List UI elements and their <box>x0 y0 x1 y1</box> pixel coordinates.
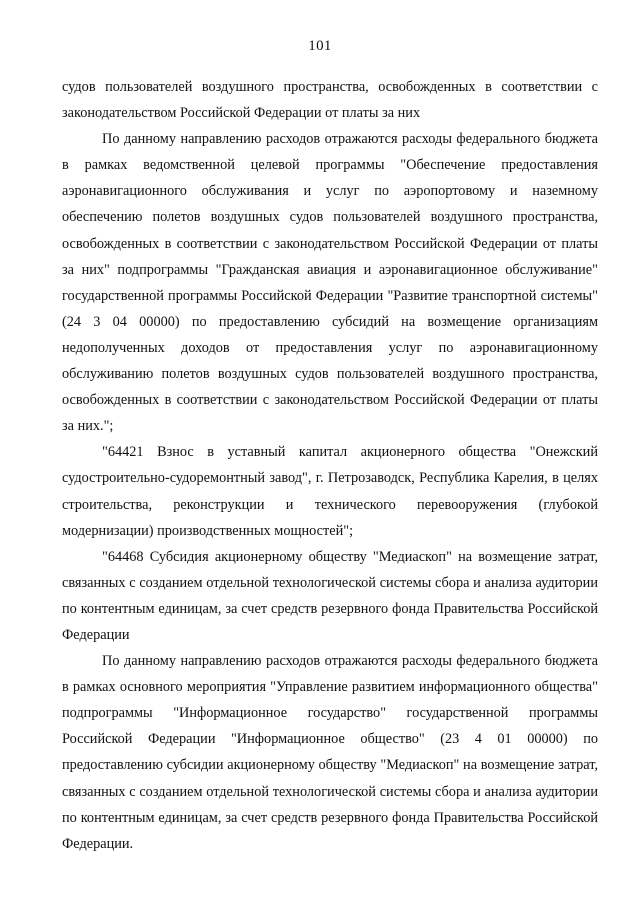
paragraph: По данному направлению расходов отражаются расходы федерального бюджета в рамках основного мероприятия "Управление развитием информационного общества" подпрограммы "Информационное государство" государственной программы Российской Федерации "Информационное общество" (23 4 01 00000) по предоставлению субсидии акционерному обществу "Медиаскоп" на возмещение затрат, связанных с созданием отдельной технологической системы сбора и анализа аудитории по контентным единицам, за счет средств резервного фонда Правительства Российской Федерации. <box>62 653 598 852</box>
page-number: 101 <box>308 38 332 54</box>
document-body <box>62 74 598 857</box>
paragraph: "64468 Субсидия акционерному обществу "Медиаскоп" на возмещение затрат, связанных с созданием отдельной технологической системы сбора и анализа аудитории по контентным единицам, за счет средств резервного фонда Правительства Российской Федерации <box>62 548 598 643</box>
paragraph: По данному направлению расходов отражаются расходы федерального бюджета в рамках ведомственной целевой программы "Обеспечение предоставления аэронавигационного обслуживания и услуг по аэропортовому и наземному обеспечению полетов воздушных судов пользователей воздушного пространства, освобожденных в соответствии с законодательством Российской Федерации от платы за них" подпрограммы "Гражданская авиация и аэронавигационное обслуживание" государственной программы Российской Федерации "Развитие транспортной системы" (24 3 04 00000) по предоставлению субсидий на возмещение организациям недополученных доходов от предоставления услуг по аэронавигационному обслуживанию полетов воздушных судов пользователей воздушного пространства, освобожденных в соответствии с законодательством Российской Федерации от платы за них."; <box>62 131 598 435</box>
paragraph: "64421 Взнос в уставный капитал акционерного общества "Онежский судостроительно-судоремонтный завод", г. Петрозаводск, Республика Карелия, в целях строительства, реконструкции и технического перевооружения (глубокой модернизации) производственных мощностей"; <box>62 444 598 539</box>
paragraph: судов пользователей воздушного пространства, освобожденных в соответствии с законодательством Российской Федерации от платы за них <box>62 79 598 122</box>
